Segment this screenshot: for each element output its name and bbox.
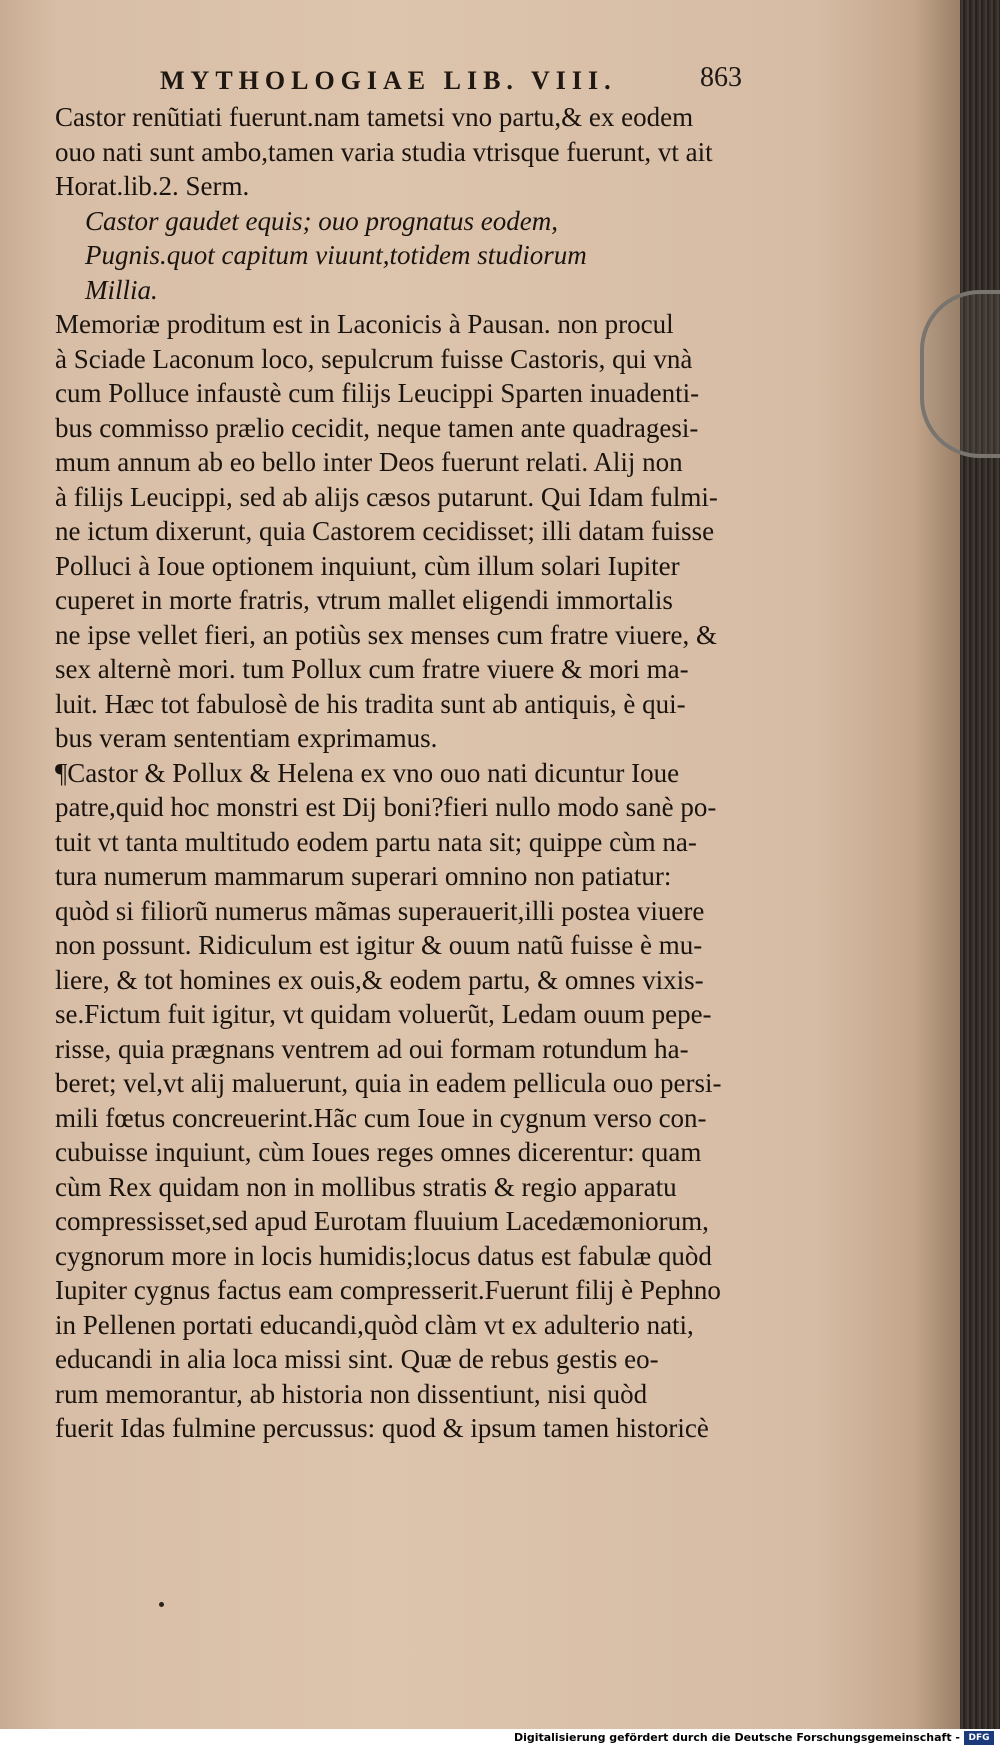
book-clasp	[920, 290, 1000, 458]
page-number: 863	[700, 62, 742, 93]
footer-credit: Digitalisierung gefördert durch die Deutsche Forschungsgemeinschaft -	[513, 1731, 960, 1744]
text-line: ne ictum dixerunt, quia Castorem cecidisset; illi datam fuisse	[55, 516, 715, 546]
text-line: non possunt. Ridiculum est igitur & ouum natũ fuisse è mu-	[55, 930, 703, 960]
text-line: ouo nati sunt ambo,tamen varia studia vtrisque fuerunt, vt ait	[55, 136, 713, 167]
dfg-logo-icon[interactable]: DFG	[964, 1731, 994, 1745]
text-line: sex alternè mori. tum Pollux cum fratre viuere & mori ma-	[55, 654, 689, 684]
text-line: beret; vel,vt alij maluerunt, quia in eadem pellicula ouo persi-	[55, 1068, 722, 1098]
text-line: mum annum ab eo bello inter Deos fuerunt relati. Alij non	[55, 447, 683, 477]
text-line: mili fœtus concreuerint.Hãc cum Ioue in cygnum verso con-	[55, 1102, 707, 1133]
text-line: patre,quid hoc monstri est Dij boni?fieri nullo modo sanè po-	[55, 792, 717, 822]
text-line: compressisset,sed apud Eurotam fluuium Lacedæmoniorum,	[55, 1206, 709, 1236]
text-line: à Sciade Laconum loco, sepulcrum fuisse Castoris, qui vnà	[55, 343, 693, 374]
text-line: cygnorum more in locis humidis;locus datus est fabulæ quòd	[55, 1240, 712, 1271]
text-line: bus veram sententiam exprimamus.	[55, 723, 438, 753]
text-line: Memoriæ proditum est in Laconicis à Pausan. non procul	[55, 309, 674, 339]
text-line: risse, quia prægnans ventrem ad oui formam rotundum ha-	[55, 1033, 689, 1064]
text-line: à filijs Leucippi, sed ab alijs cæsos putarunt. Qui Idam fulmi-	[55, 481, 718, 512]
text-line: cùm Rex quidam non in mollibus stratis & regio apparatu	[55, 1171, 677, 1202]
text-line: bus commisso prælio cecidit, neque tamen ante quadragesi-	[55, 412, 699, 443]
verse-line: Millia.	[85, 274, 158, 305]
verse-line: Castor gaudet equis; ouo prognatus eodem,	[85, 205, 558, 236]
text-line: cubuisse inquiunt, cùm Ioues reges omnes dicerentur: quam	[55, 1137, 702, 1167]
text-line: tuit vt tanta multitudo eodem partu nata sit; quippe cùm na-	[55, 826, 697, 857]
text-line: quòd si filiorũ numerus mãmas superauerit,illi postea viuere	[55, 895, 705, 926]
text-line: ne ipse vellet fieri, an potiùs sex menses cum fratre viuere, &	[55, 619, 718, 650]
text-line: se.Fictum fuit igitur, vt quidam voluerũt, Ledam ouum pepe-	[55, 999, 712, 1029]
text-line: Iupiter cygnus factus eam compresserit.Fuerunt filij è Pephno	[55, 1275, 721, 1305]
running-title: MYTHOLOGIAE LIB. VIII.	[160, 66, 617, 95]
text-line: in Pellenen portati educandi,quòd clàm vt ex adulterio nati,	[55, 1309, 694, 1340]
page-edges	[960, 0, 1000, 1748]
text-line: cum Polluce infaustè cum filijs Leucippi Sparten inuadenti-	[55, 378, 700, 408]
verse-line: Pugnis.quot capitum viuunt,totidem studiorum	[85, 240, 587, 270]
main-text	[55, 100, 745, 1446]
text-line: Polluci à Ioue optionem inquiunt, cùm illum solari Iupiter	[55, 550, 680, 581]
ink-speck	[159, 1602, 164, 1607]
text-line: luit. Hæc tot fabulosè de his tradita sunt ab antiquis, è qui-	[55, 688, 686, 719]
text-line: Castor renũtiati fuerunt.nam tametsi vno partu,& ex eodem	[55, 102, 694, 132]
text-line: ¶Castor & Pollux & Helena ex vno ouo nati dicuntur Ioue	[55, 757, 680, 788]
text-line: cuperet in morte fratris, vtrum mallet eligendi immortalis	[55, 585, 673, 615]
text-line: rum memorantur, ab historia non dissentiunt, nisi quòd	[55, 1378, 648, 1409]
text-line: educandi in alia loca missi sint. Quæ de rebus gestis eo-	[55, 1344, 659, 1374]
text-line: fuerit Idas fulmine percussus: quod & ipsum tamen historicè	[55, 1413, 709, 1443]
text-line: Horat.lib.2. Serm.	[55, 171, 250, 201]
text-line: liere, & tot homines ex ouis,& eodem partu, & omnes vixis-	[55, 964, 704, 995]
footer-bar	[0, 1729, 1000, 1748]
text-line: tura numerum mammarum superari omnino non patiatur:	[55, 861, 672, 891]
